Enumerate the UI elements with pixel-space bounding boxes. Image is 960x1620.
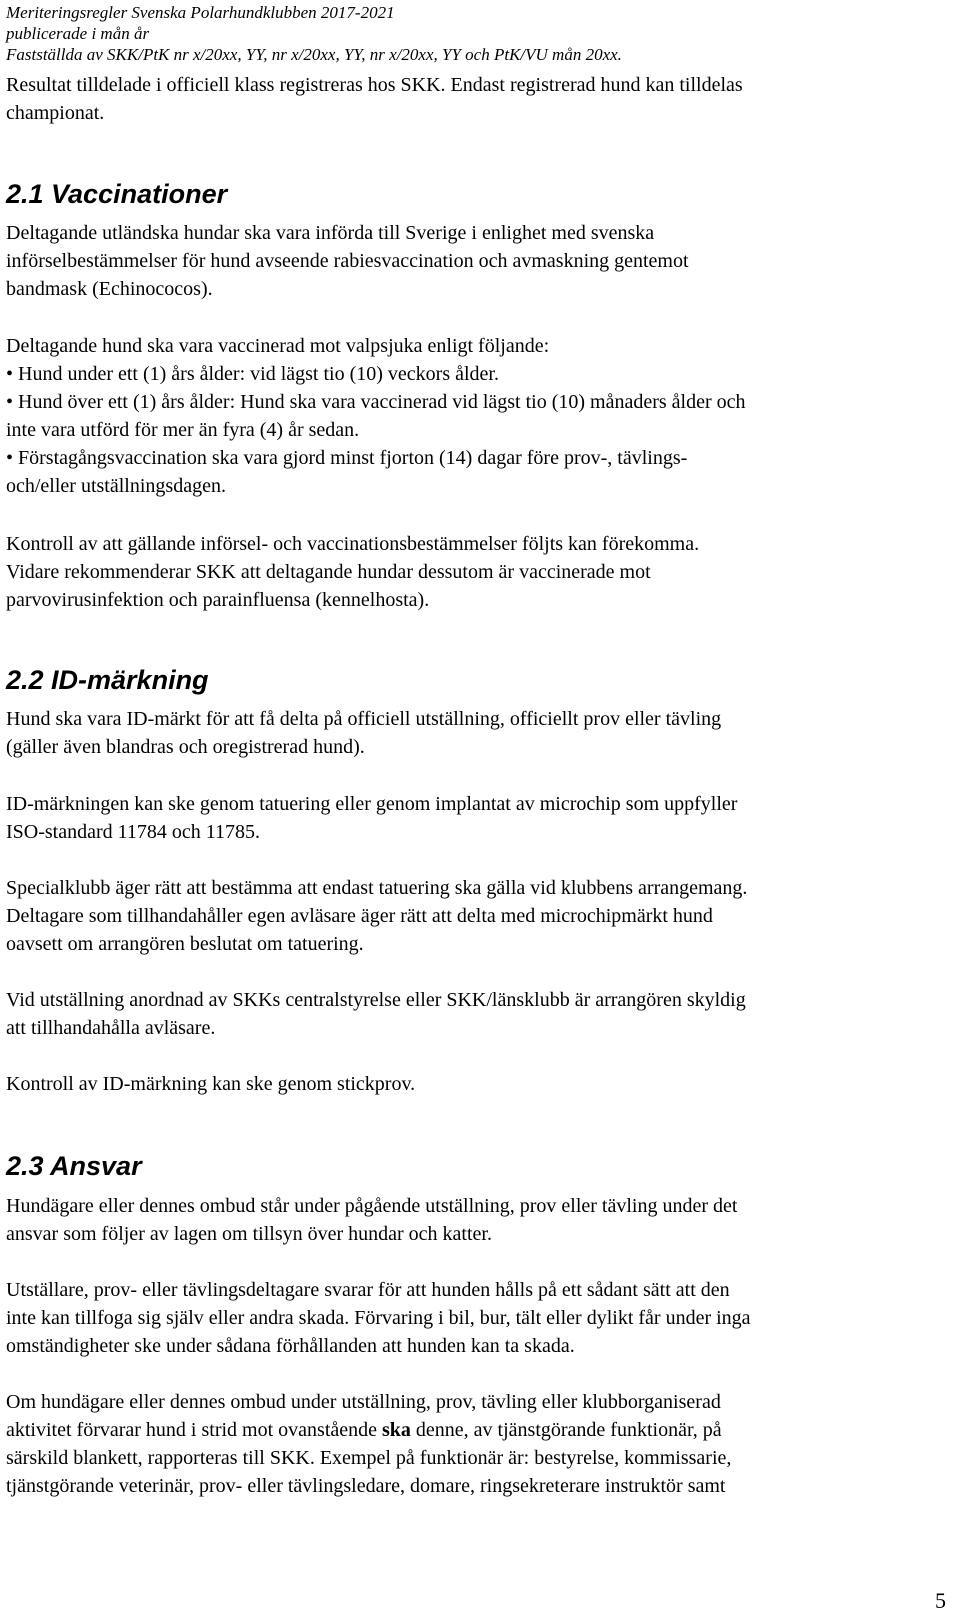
intro-paragraph: Resultat tilldelade i officiell klass registreras hos SKK. Endast registrerad hund kan tilldelas championat. [6,74,743,124]
paragraph: ID-märkningen kan ske genom tatuering eller genom implantat av microchip som uppfyller ISO-standard 11784 och 11785. [6,793,738,843]
paragraph: Hundägare eller dennes ombud står under pågående utställning, prov eller tävling under det ansvar som följer av lagen om tillsyn över hundar och katter. [6,1195,738,1245]
list-item: • Hund under ett (1) års ålder: vid lägst tio (10) veckors ålder. [6,363,499,385]
running-header [6,2,622,65]
list-item: • Hund över ett (1) års ålder: Hund ska vara vaccinerad vid lägst tio (10) månaders ålder och [6,391,746,413]
section-heading-ansvar: 2.3 Ansvar [6,1151,142,1181]
paragraph: Kontroll av ID-märkning kan ske genom stickprov. [6,1073,416,1095]
header-title: Meriteringsregler Svenska Polarhundklubben 2017-2021 [6,3,395,22]
list-item: • Förstagångsvaccination ska vara gjord minst fjorton (14) dagar före prov-, tävlings- [6,447,688,469]
paragraph: Vid utställning anordnad av SKKs centralstyrelse eller SKK/länsklubb är arrangören skyldig att tillhandahålla avläsare. [6,989,746,1039]
header-adopted: Fastställda av SKK/PtK nr x/20xx, YY, nr x/20xx, YY, nr x/20xx, YY och PtK/VU mån 20xx. [6,45,622,64]
paragraph: Om hundägare eller dennes ombud under utställning, prov, tävling eller klubborganiserad aktivitet förvarar hund i strid mot ovanstående ska denne, av tjänstgörande funktionär, på särskild blankett, rapporteras till SKK. Exempel på funktionär är: bestyrelse, kommissarie, tjänstgörande veterinär, prov- eller tävlingsledare, domare, ringsekreterare instruktör samt [6,1391,732,1497]
paragraph: Deltagande utländska hundar ska vara införda till Sverige i enlighet med svenska införselbestämmelser för hund avseende rabiesvaccination och avmaskning gentemot bandmask (Echinococos). [6,222,689,300]
vaccination-requirements-list: Deltagande hund ska vara vaccinerad mot valpsjuka enligt följande: • Hund under ett (1) års ålder: vid lägst tio (10) veckors ålder. • Hund över ett (1) års ålder: Hund ska vara vaccinerad vid lägst tio (10) månaders ålder och inte vara utförd för mer än fyra (4) år sedan. • Förstagångsvaccination ska vara gjord minst fjorton (14) dagar före prov-, tävlings- och/eller utställningsdagen. [6,335,746,497]
paragraph: Specialklubb äger rätt att bestämma att endast tatuering ska gälla vid klubbens arrangemang. Deltagare som tillhandahåller egen avläsare äger rätt att delta med microchipmärkt hund oavsett om arrangören beslutat om tatuering. [6,877,748,955]
section-heading-vaccinationer: 2.1 Vaccinationer [6,179,228,209]
header-published: publicerade i mån år [6,24,150,43]
paragraph: Kontroll av att gällande införsel- och vaccinationsbestämmelser följts kan förekomma. Vidare rekommenderar SKK att deltagande hundar dessutom är vaccinerade mot parvovirusinfektion och parainfluensa (kennelhosta). [6,533,700,611]
section-heading-id-markning: 2.2 ID-märkning [6,665,209,695]
paragraph: Hund ska vara ID-märkt för att få delta på officiell utställning, officiellt prov eller tävling (gäller även blandras och oregistrerad hund). [6,708,722,758]
page-number: 5 [935,1588,946,1613]
emphasis-ska: ska [382,1419,411,1441]
paragraph: Utställare, prov- eller tävlingsdeltagare svarar för att hunden hålls på ett sådant sätt att den inte kan tillfoga sig själv eller andra skada. Förvaring i bil, bur, tält eller dylikt får under inga omständigheter ske under sådana förhållanden att hunden kan ta skada. [6,1279,751,1357]
